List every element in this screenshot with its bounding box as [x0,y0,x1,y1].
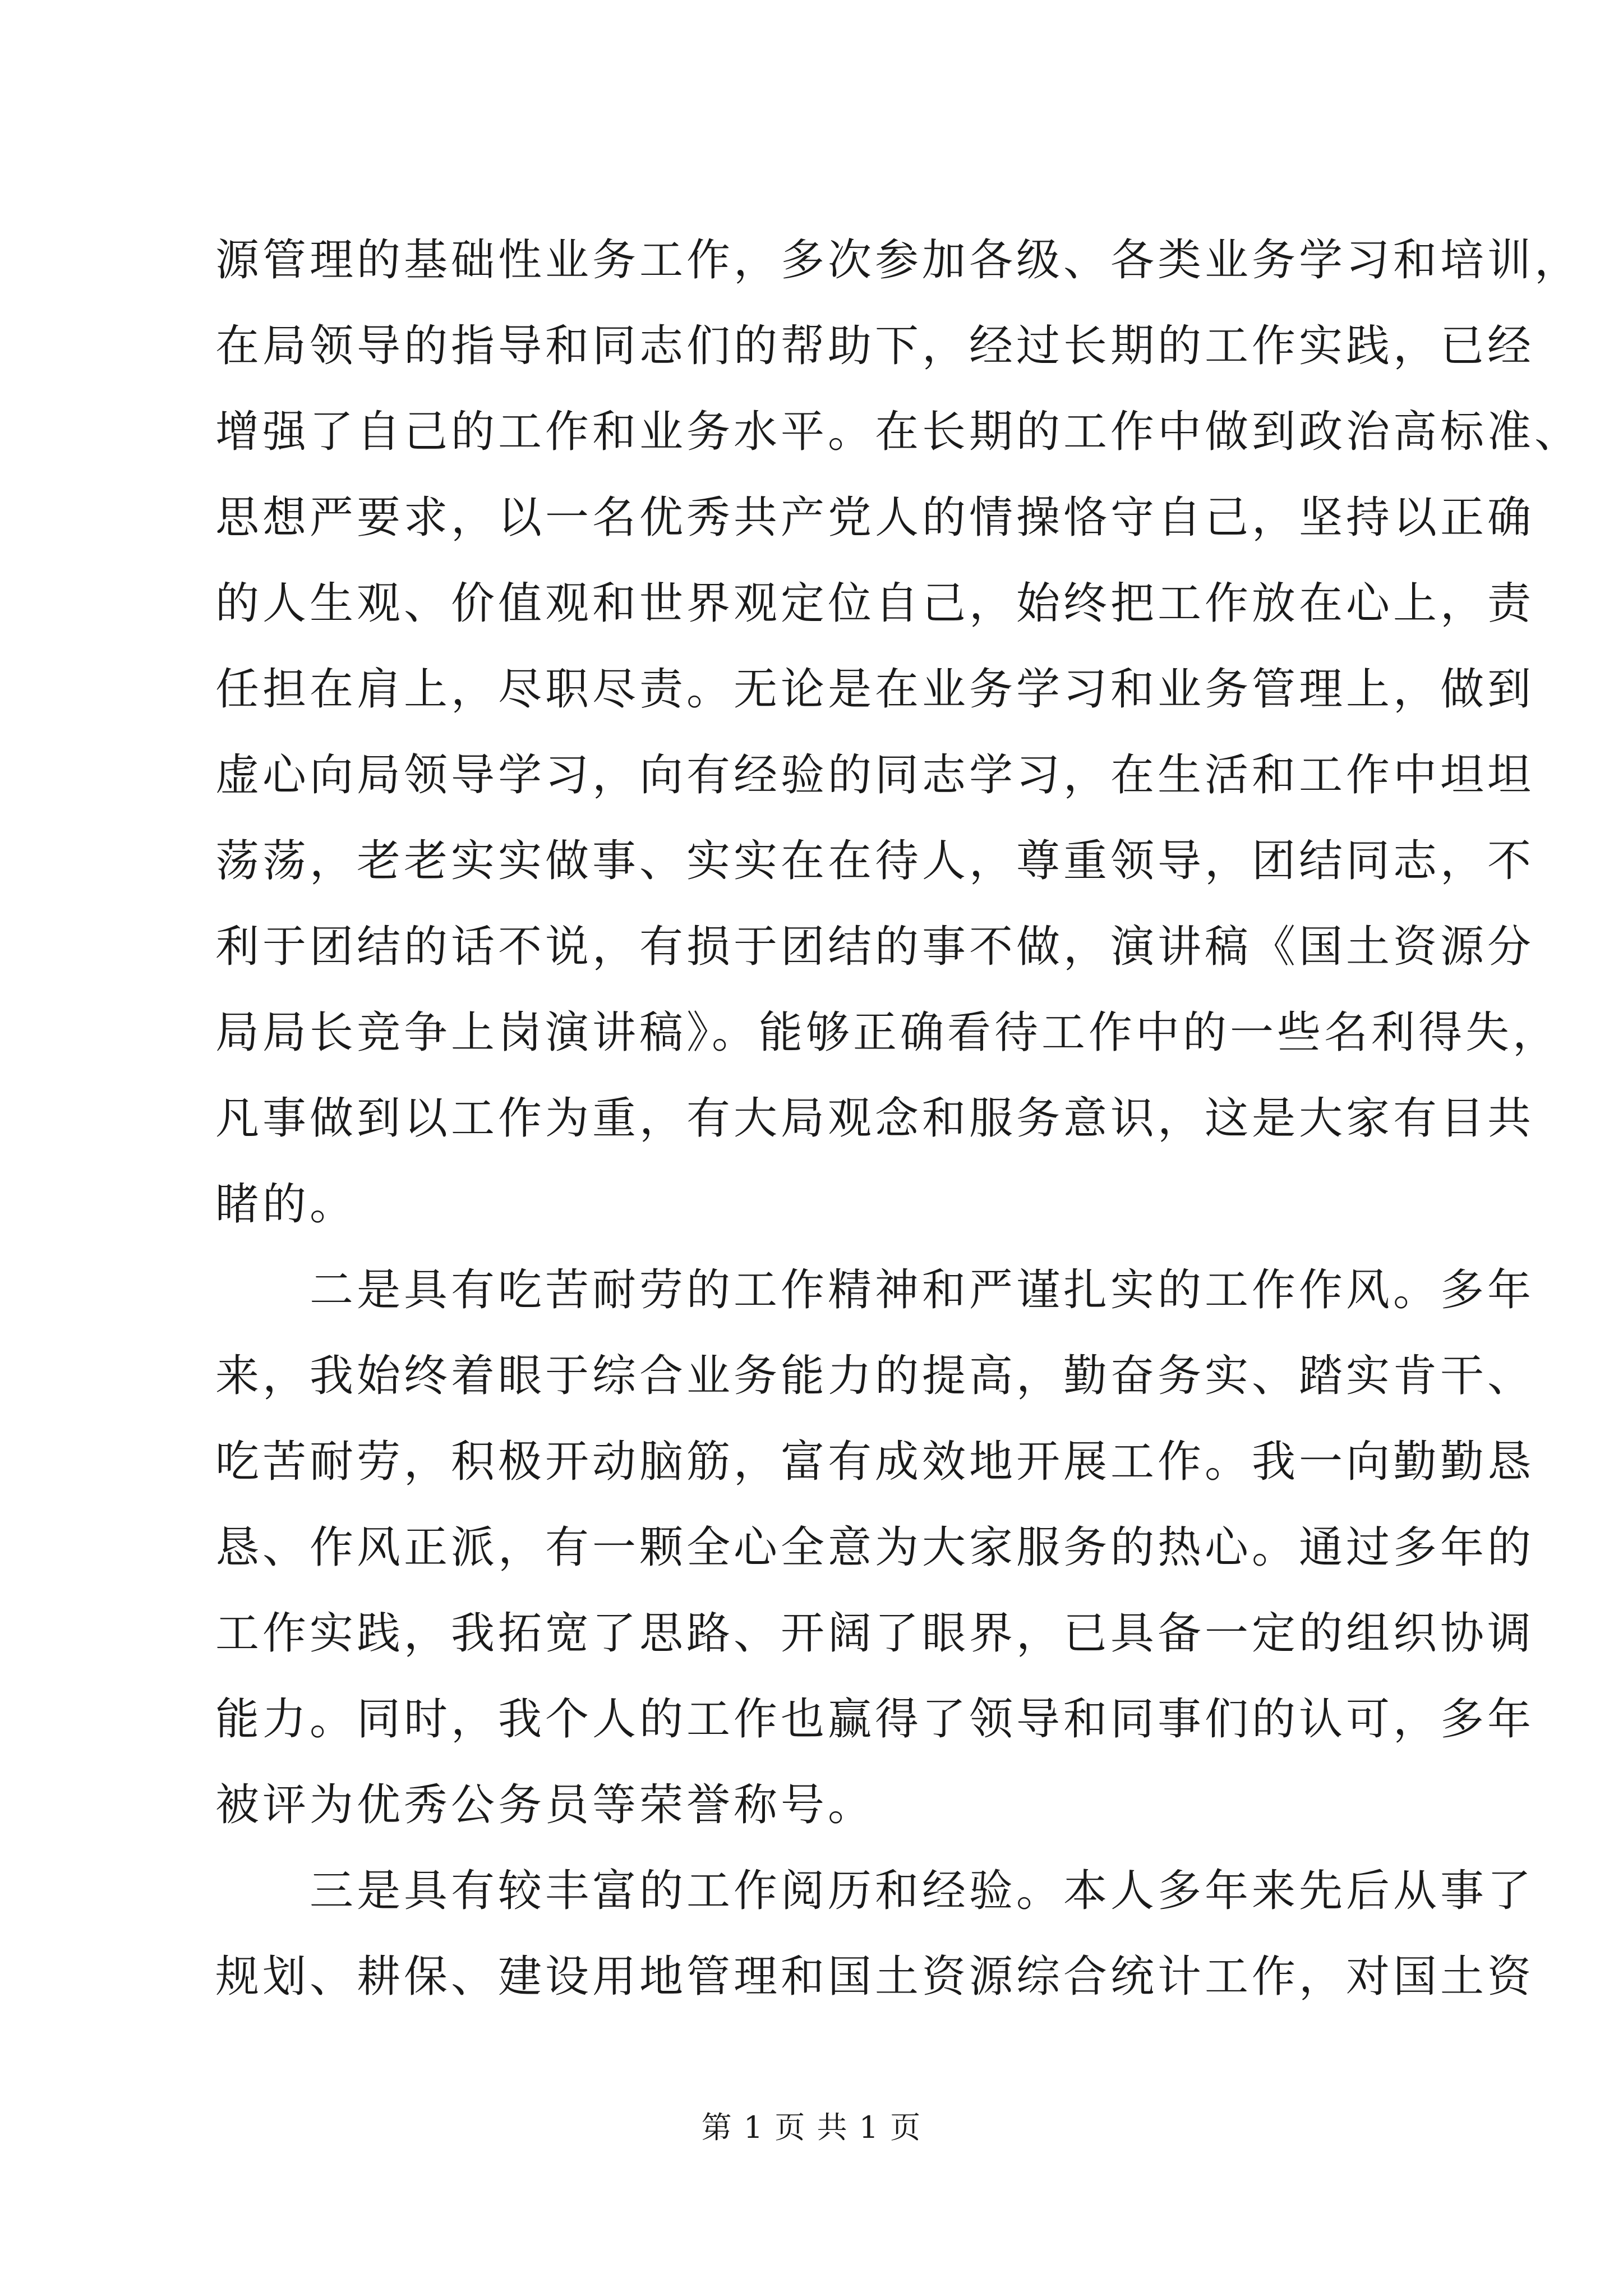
text-line: 三是具有较丰富的工作阅历和经验。本人多年来先后从事了 [215,1866,1535,1916]
text-line: 被评为优秀公务员等荣誉称号。 [215,1780,875,1830]
text-line: 恳、作风正派，有一颗全心全意为大家服务的热心。通过多年的 [215,1522,1535,1573]
text-line: 思想严要求，以一名优秀共产党人的情操恪守自己，坚持以正确 [215,493,1535,543]
page-footer: 第 1 页 共 1 页 [701,2110,922,2145]
text-line: 的人生观、价值观和世界观定位自己，始终把工作放在心上，责 [215,578,1535,629]
text-line: 任担在肩上，尽职尽责。无论是在业务学习和业务管理上，做到 [215,664,1535,715]
text-line: 能力。同时，我个人的工作也赢得了领导和同事们的认可，多年 [215,1694,1535,1745]
text-line: 增强了自己的工作和业务水平。在长期的工作中做到政治高标准、 [215,407,1582,457]
text-line: 工作实践，我拓宽了思路、开阔了眼界，已具备一定的组织协调 [215,1608,1535,1659]
text-line: 局局长竞争上岗演讲稿》。能够正确看待工作中的一些名利得失， [215,1007,1560,1058]
text-line: 利于团结的话不说，有损于团结的事不做，演讲稿《国土资源分 [215,922,1535,972]
text-line: 睹的。 [215,1179,357,1230]
text-line: 荡荡，老老实实做事、实实在在待人，尊重领导，团结同志，不 [215,836,1535,886]
text-line: 二是具有吃苦耐劳的工作精神和严谨扎实的工作作风。多年 [215,1265,1535,1315]
text-line: 虚心向局领导学习，向有经验的同志学习，在生活和工作中坦坦 [215,750,1535,800]
text-line: 规划、耕保、建设用地管理和国土资源综合统计工作，对国土资 [215,1952,1535,2002]
text-line: 在局领导的指导和同志们的帮助下，经过长期的工作实践，已经 [215,321,1535,371]
document-body [215,235,1582,2038]
text-line: 吃苦耐劳，积极开动脑筋，富有成效地开展工作。我一向勤勤恳 [215,1437,1535,1487]
text-line: 来，我始终着眼于综合业务能力的提高，勤奋务实、踏实肯干、 [215,1351,1535,1401]
text-line: 源管理的基础性业务工作，多次参加各级、各类业务学习和培训， [215,235,1582,286]
text-line: 凡事做到以工作为重，有大局观念和服务意识，这是大家有目共 [215,1093,1535,1144]
